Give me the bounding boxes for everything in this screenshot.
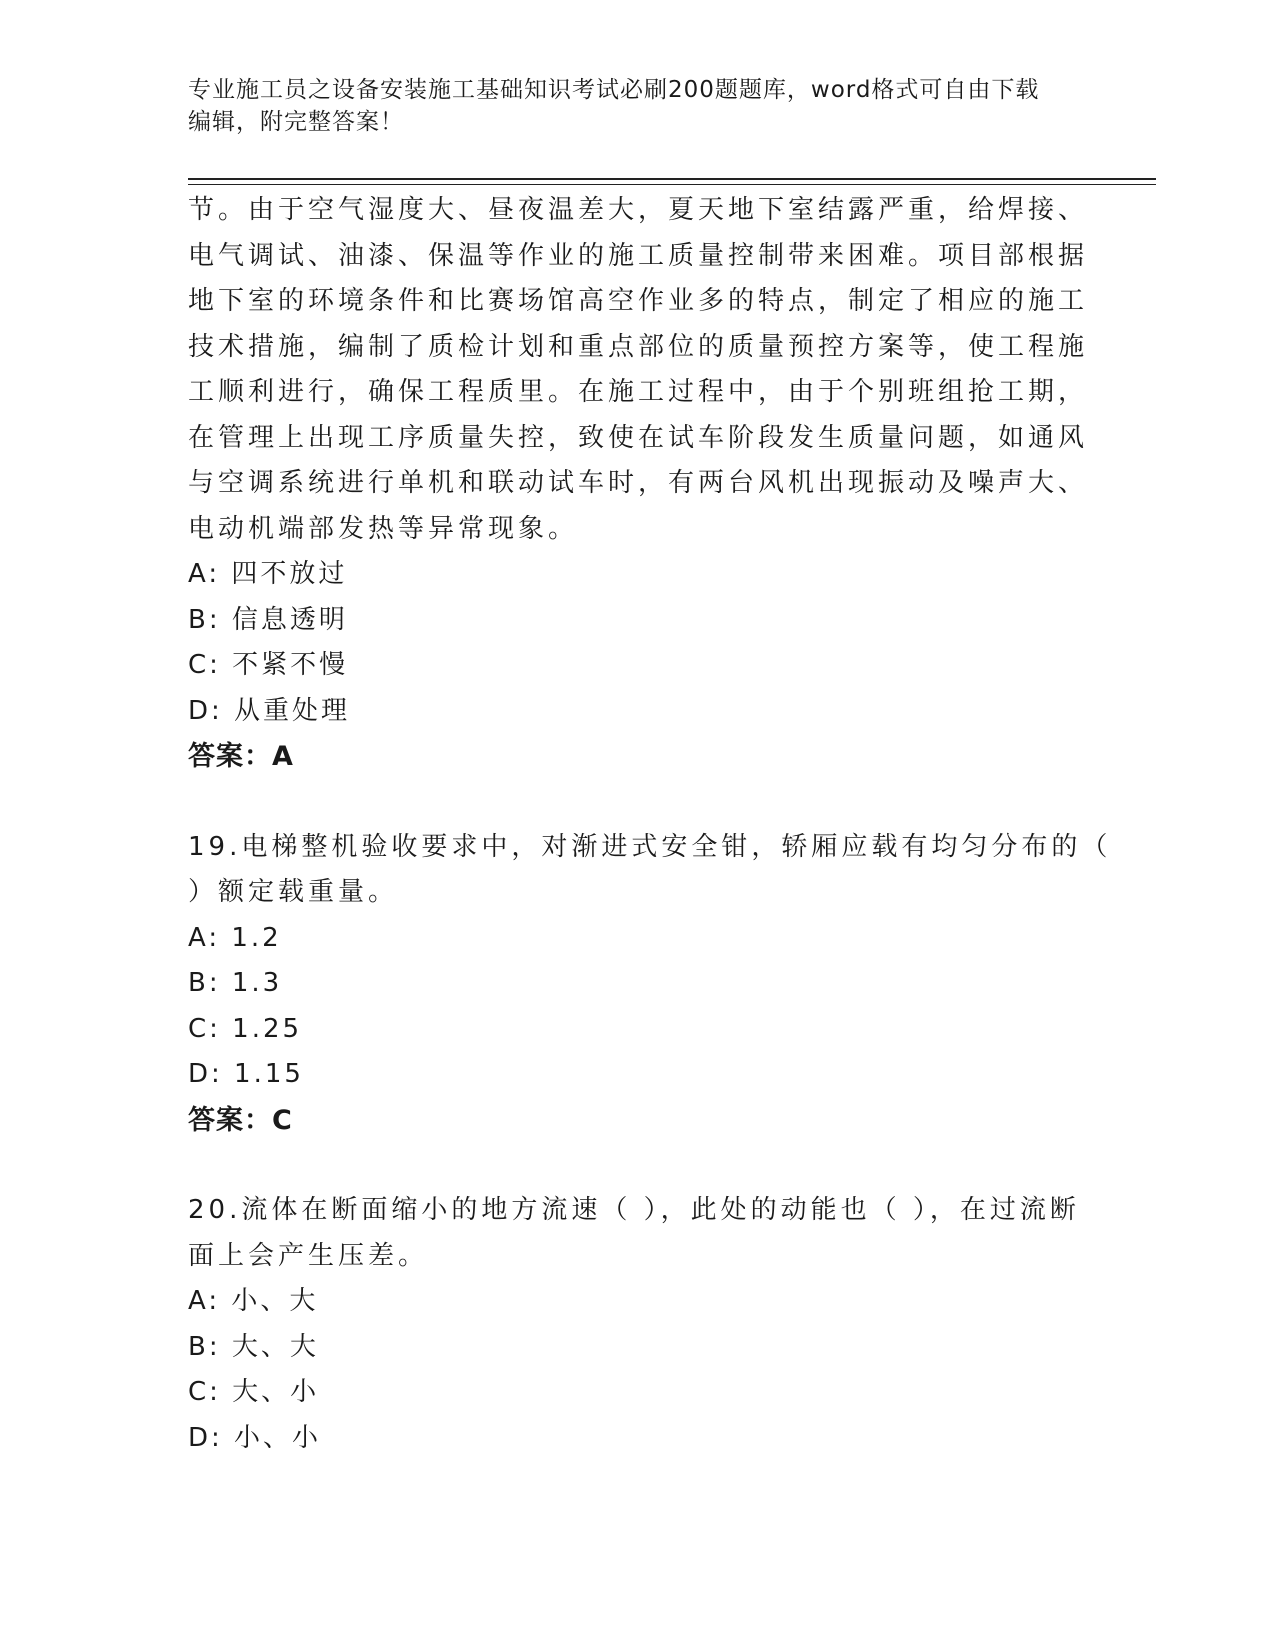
question-20 [188,1188,1088,1461]
text-line: 技术措施，编制了质检计划和重点部位的质量预控方案等，使工程施 [188,331,1089,362]
page-header [188,74,1068,138]
header-rule-thick [188,178,1156,180]
answer: 答案：C [188,1104,293,1136]
text-line: 与空调系统进行单机和联动试车时，有两台风机出现振动及噪声大、 [188,468,1089,498]
question-19 [188,825,1112,1144]
text-line: ）额定载重量。 [188,877,399,907]
option-b: B: 信息透明 [188,604,348,635]
text-line: 19.电梯整机验收要求中，对渐进式安全钳，轿厢应载有均匀分布的（ [188,831,1112,862]
header-rule-thin [188,184,1156,185]
spacer [188,1143,1088,1188]
option-a: A: 1.2 [188,922,282,953]
option-c: C: 不紧不慢 [188,650,349,680]
text-line: 电气调试、油漆、保温等作业的施工质量控制带来困难。项目部根据 [188,240,1089,271]
question-18 [188,188,1088,780]
text-line: 节。由于空气湿度大、昼夜温差大，夏天地下室结露严重，给焊接、 [188,195,1089,225]
option-a: A: 四不放过 [188,559,348,589]
text-line: 面上会产生压差。 [188,1240,429,1271]
text-line: 地下室的环境条件和比赛场馆高空作业多的特点，制定了相应的施工 [188,286,1089,316]
question-19-text [188,825,1112,916]
question-20-text [188,1188,1088,1279]
text-line: 工顺利进行，确保工程质里。在施工过程中，由于个别班组抢工期， [188,377,1089,407]
option-a: A: 小、大 [188,1286,319,1316]
answer: 答案：A [188,741,294,772]
option-d: D: 从重处理 [188,695,351,726]
option-b: B: 大、大 [188,1331,319,1362]
spacer [188,780,1088,825]
text-line: 在管理上出现工序质量失控，致使在试车阶段发生质量问题，如通风 [188,422,1089,453]
text-line: 20.流体在断面缩小的地方流速（ ），此处的动能也（ ），在过流断 [188,1195,1080,1225]
option-d: D: 小、小 [188,1422,322,1453]
document-body [188,188,1112,1461]
text-line: 电动机端部发热等异常现象。 [188,513,579,544]
option-c: C: 大、小 [188,1377,320,1407]
option-b: B: 1.3 [188,968,283,998]
header-line-1: 专业施工员之设备安装施工基础知识考试必刷200题题库，word格式可自由下载 [188,77,1040,103]
option-c: C: 1.25 [188,1013,303,1044]
option-d: D: 1.15 [188,1059,304,1089]
header-line-2: 编辑，附完整答案！ [188,109,404,135]
question-18-text [188,188,1088,552]
